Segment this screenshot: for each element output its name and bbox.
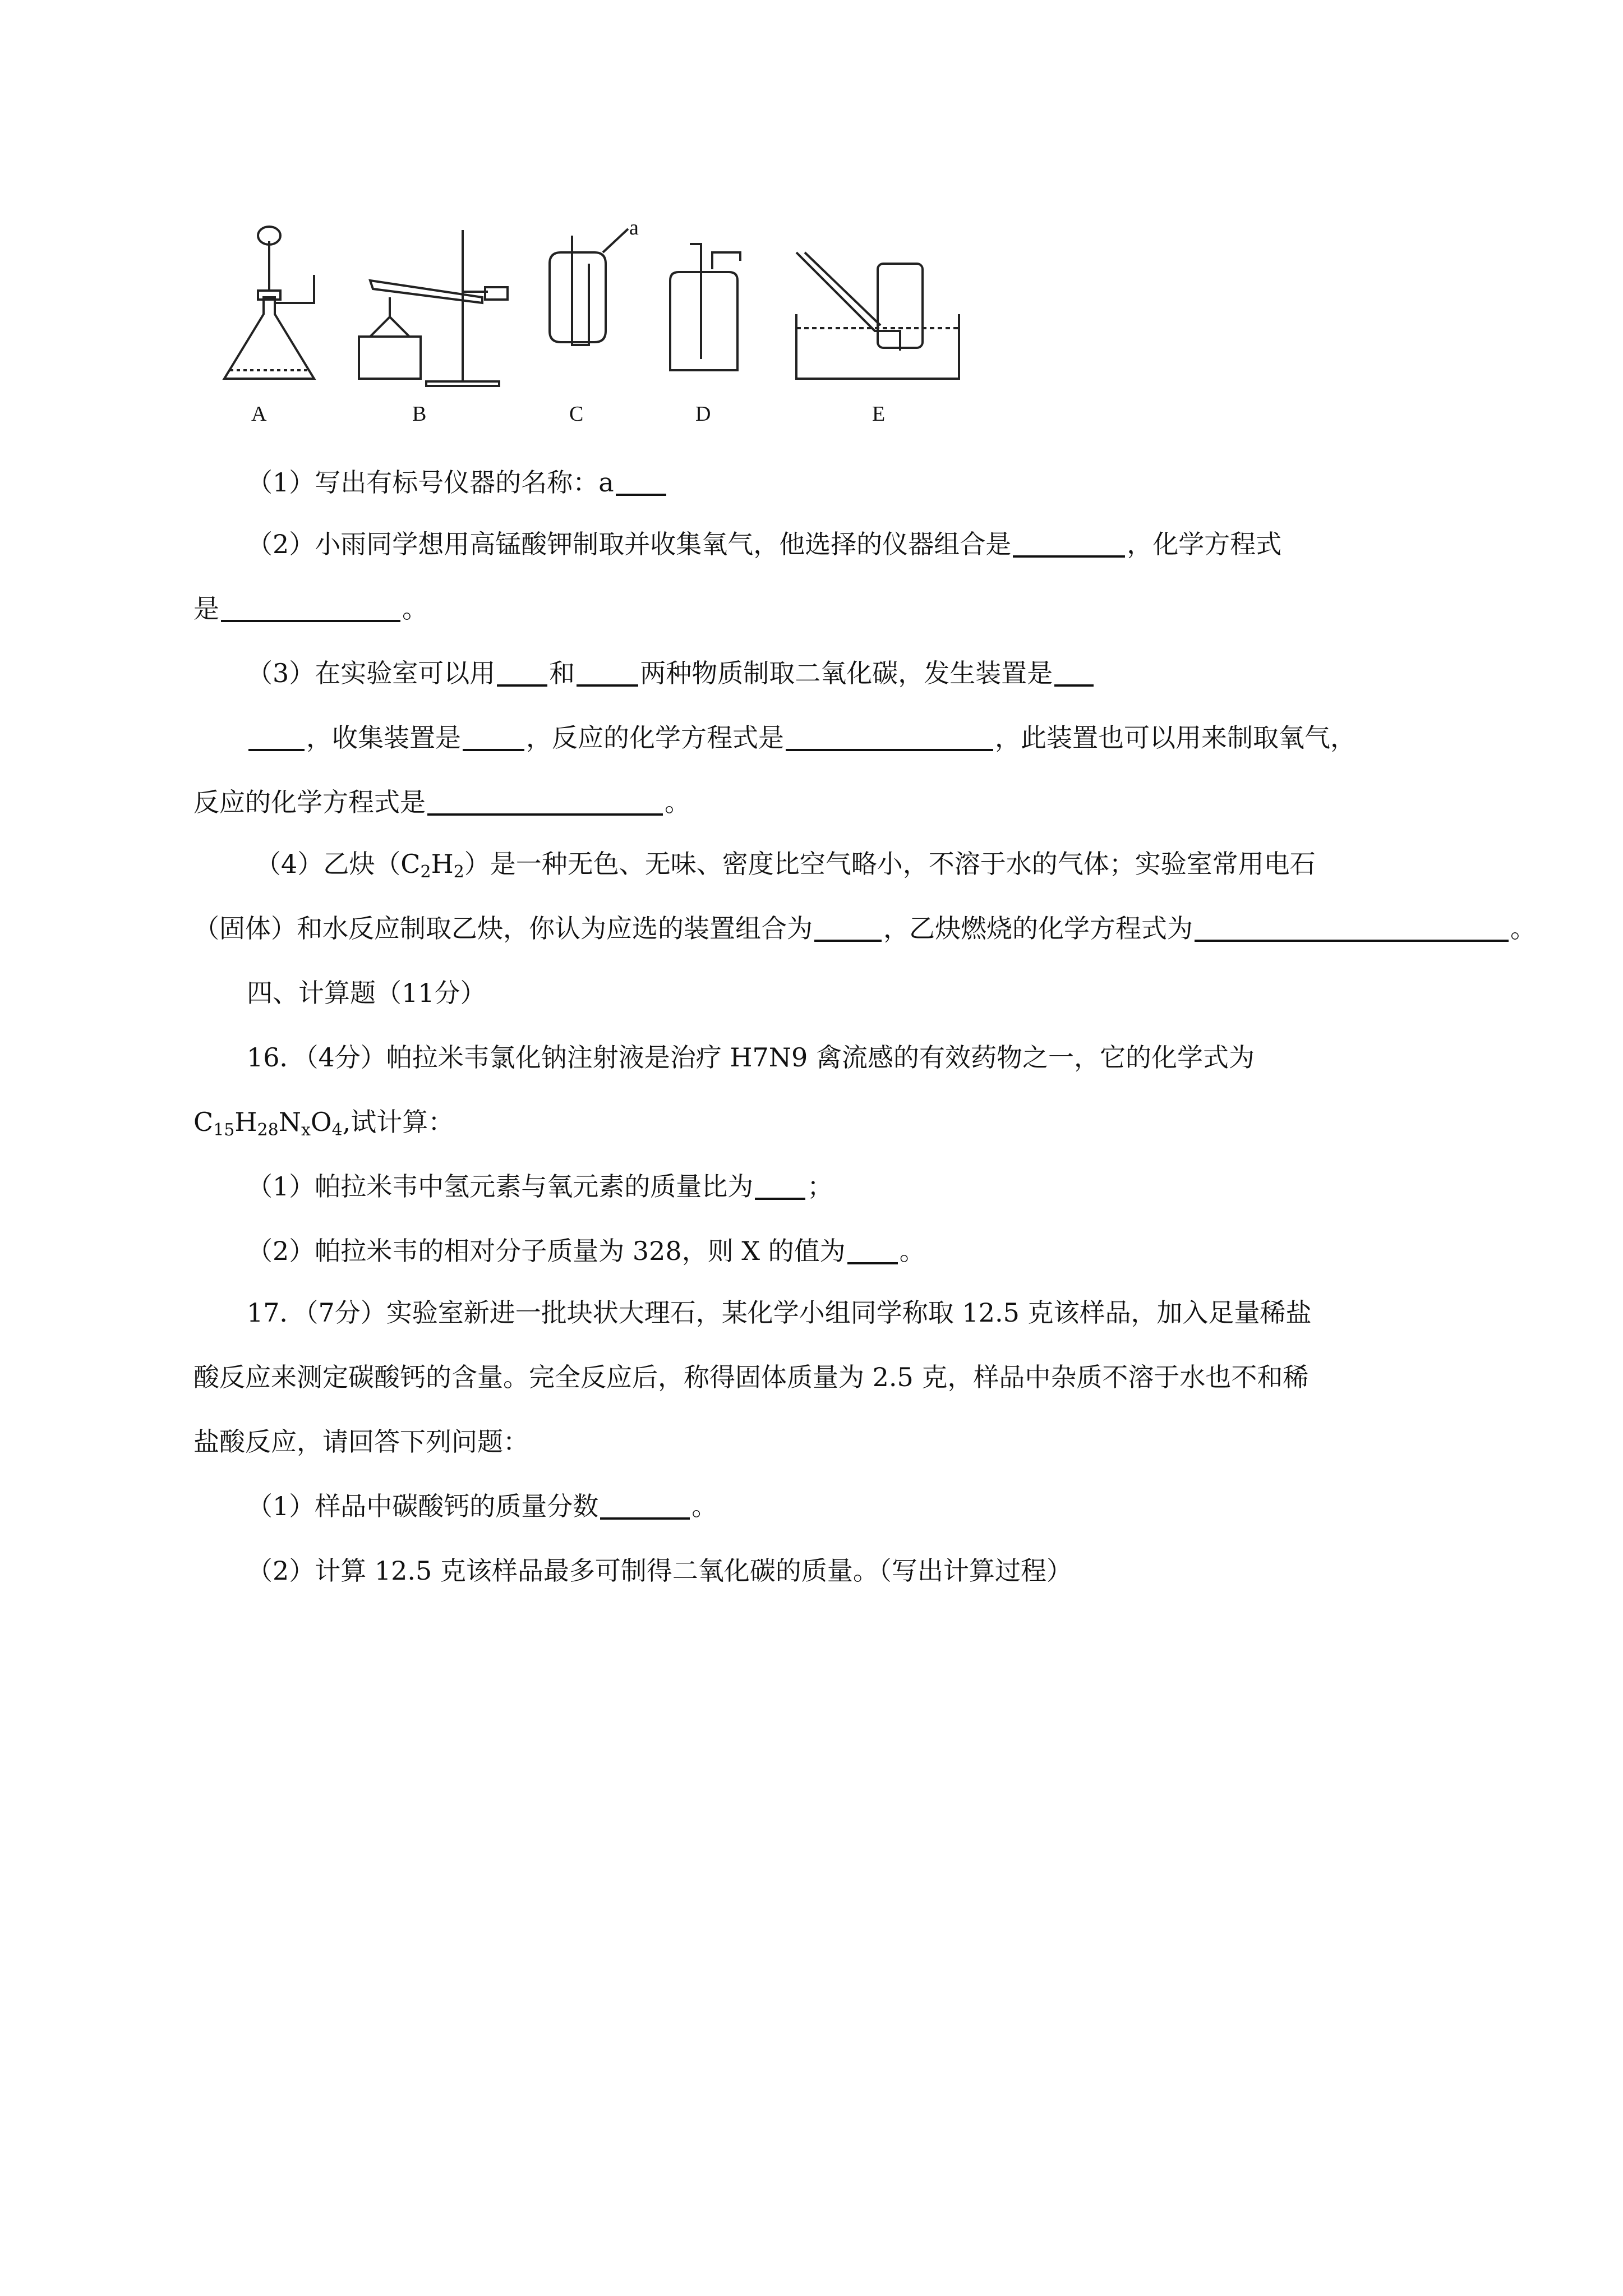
answer-blank[interactable] xyxy=(616,469,666,496)
apparatus-d-bottle xyxy=(670,244,740,370)
q17-stem-2: 酸反应来测定碳酸钙的含量。完全反应后，称得固体质量为 2.5 克，样品中杂质不溶于水也不和稀 xyxy=(193,1362,1309,1392)
label-c: C xyxy=(569,402,584,426)
section-title: 四、计算题（11分） xyxy=(247,978,486,1008)
q15-part3: （3）在实验室可以用 和 两种物质制取二氧化碳，发生装置是 xyxy=(247,656,1095,690)
answer-blank[interactable] xyxy=(1195,915,1509,942)
q15-part4-cont: （固体）和水反应制取乙炔，你认为应选的装置组合为 ，乙炔燃烧的化学方程式为 。 xyxy=(193,913,1536,944)
answer-blank[interactable] xyxy=(463,724,524,751)
label-b: B xyxy=(412,402,427,426)
label-d: D xyxy=(695,402,711,426)
apparatus-e-trough xyxy=(796,252,959,379)
answer-blank[interactable] xyxy=(1054,660,1094,687)
apparatus-b-heating xyxy=(359,230,508,386)
answer-blank[interactable] xyxy=(814,915,882,942)
q15-part2: （2）小雨同学想用高锰酸钾制取并收集氧气，他选择的仪器组合是 ，化学方程式 xyxy=(247,529,1282,559)
q16-stem: 16．（4分）帕拉米韦氯化钠注射液是治疗 H7N9 禽流感的有效药物之一，它的化学式为 xyxy=(247,1042,1255,1073)
answer-blank[interactable] xyxy=(755,1173,805,1200)
answer-blank[interactable] xyxy=(497,660,547,687)
answer-blank[interactable] xyxy=(577,660,638,687)
q17-stem-1: 17．（7分）实验室新进一批块状大理石，某化学小组同学称取 12.5 克该样品，加入足量稀盐 xyxy=(247,1297,1312,1328)
label-marker-a: a xyxy=(629,219,639,240)
answer-blank[interactable] xyxy=(786,724,993,751)
apparatus-c-bottle xyxy=(550,229,628,345)
lab-apparatus-figure xyxy=(202,219,1009,432)
answer-blank[interactable] xyxy=(847,1237,898,1264)
answer-blank[interactable] xyxy=(600,1493,690,1520)
label-e: E xyxy=(872,402,886,426)
answer-blank[interactable] xyxy=(221,595,400,622)
q15-part3-cont: ，收集装置是 ，反应的化学方程式是 ，此装置也可以用来制取氧气， xyxy=(247,721,1356,754)
q16-formula: $C_{15}H_{28}N_xO_4$,试计算： xyxy=(193,1107,454,1140)
q15-part4: （4）乙炔$(C_2H_2)$是一种无色、无味、密度比空气略小，不溶于水的气体；实验室常用电石 xyxy=(255,849,1316,882)
q15-part3-cont2: 反应的化学方程式是 。 xyxy=(193,787,690,817)
answer-blank[interactable] xyxy=(1013,531,1125,558)
answer-blank[interactable] xyxy=(427,789,663,816)
q15-part2-cont: 是 。 xyxy=(193,593,428,624)
apparatus-a-flask xyxy=(224,227,314,379)
q15-part1: （1）写出有标号仪器的名称：a xyxy=(247,466,668,499)
q17-part1: （1）样品中碳酸钙的质量分数 。 xyxy=(247,1491,718,1521)
q17-part2: （2）计算 12.5 克该样品最多可制得二氧化碳的质量。（写出计算过程） xyxy=(247,1556,1072,1586)
answer-blank[interactable] xyxy=(248,724,305,751)
q16-part2: （2）帕拉米韦的相对分子质量为 328，则 X 的值为 。 xyxy=(247,1236,925,1266)
label-a: A xyxy=(251,402,267,426)
q16-part1: （1）帕拉米韦中氢元素与氧元素的质量比为 ； xyxy=(247,1171,833,1202)
q17-stem-3: 盐酸反应，请回答下列问题： xyxy=(193,1427,529,1457)
